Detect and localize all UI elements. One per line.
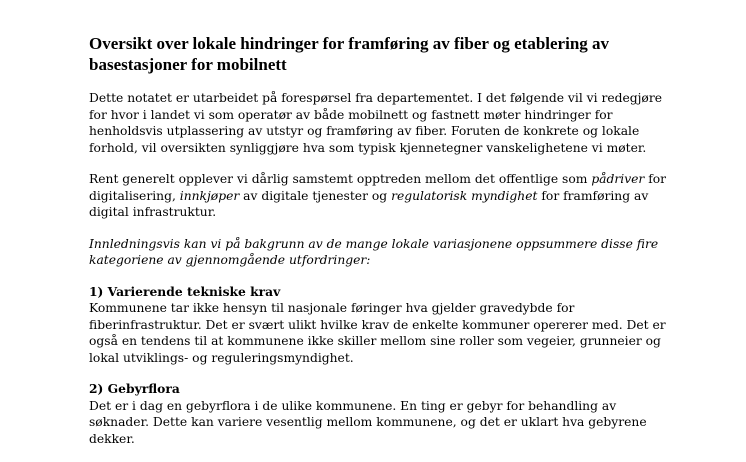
context-paragraph [89,171,669,221]
section-heading: 1) Varierende tekniske krav [89,283,281,299]
context-emphasis-buyer: innkjøper [179,188,240,203]
section-fees [89,381,669,447]
document-body [89,90,669,462]
document-title: Oversikt over lokale hindringer for framføring av fiber og etablering av basestasjoner for mobilnett [89,34,610,74]
section-text: Kommunene tar ikke hensyn til nasjonale føringer hva gjelder gravedybde for fiberinfrastruktur. Det er svært ulikt hvilke krav de enkelte kommuner opererer med. Det er også en tendens til at kommunene ikke skiller mellom sine roller som vegeier, grunneier og lokal utviklings- og reguleringsmyndighet. [89,301,666,365]
context-emphasis-regulator: regulatorisk myndighet [391,188,538,203]
context-text-2: for digitalisering, [89,172,667,203]
section-heading: 2) Gebyrflora [89,381,180,396]
section-technical-requirements [89,284,669,367]
context-text-1: Rent generelt opplever vi dårlig samstemt opptreden mellom det offentlige som [89,172,592,186]
context-text-4: for framføring av digital infrastruktur. [89,188,649,219]
context-emphasis-driver: pådriver [591,172,645,186]
section-text: Det er i dag en gebyrflora i de ulike kommunene. En ting er gebyr for behandling av søknader. Dette kan variere vesentlig mellom kommunene, og det er uklart hva gebyrene dekker. [89,398,647,446]
intro-paragraph: Dette notatet er utarbeidet på forespørsel fra departementet. I det følgende vil vi redegjøre for hvor i landet vi som operatør av både mobilnett og fastnett møter hindringer for henholdsvis utplassering av utstyr og framføring av fiber. Foruten de konkrete og lokale forhold, vil oversikten synliggjøre hva som typisk kjennetegner vanskelighetene vi møter. [89,91,662,155]
context-text-3: av digitale tjenester og [239,188,392,203]
summary-text: Innledningsvis kan vi på bakgrunn av de mange lokale variasjonene oppsummere disse fire kategoriene av gjennomgående utfordringer: [89,236,659,267]
summary-paragraph [89,236,669,269]
